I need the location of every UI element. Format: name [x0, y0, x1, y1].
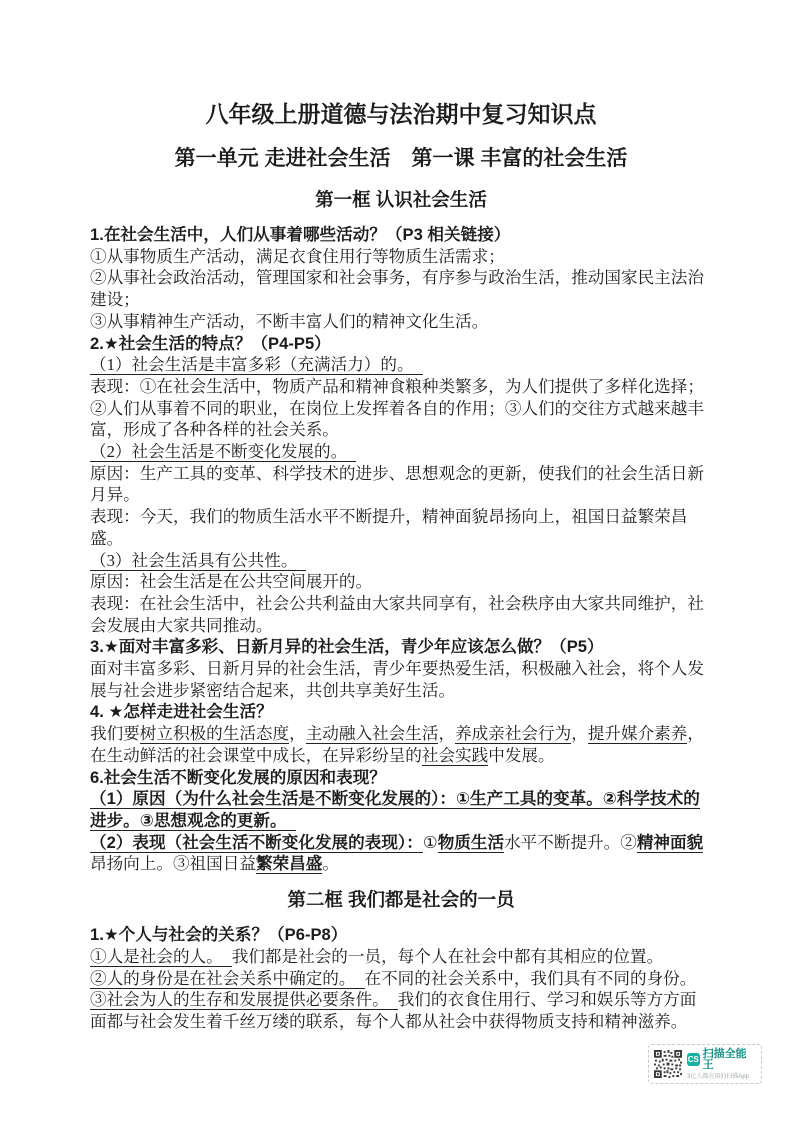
text-run: 养成亲社会行为 [455, 724, 572, 744]
text-run: （2）表现（社会生活不断变化发展的表现）： [90, 832, 423, 852]
unit-heading [90, 146, 712, 172]
f2q1-point3 [90, 989, 712, 1032]
q2-sub3-cause [90, 571, 712, 593]
text-run: 在不同的社会关系中，我们具有不同的身份。 [364, 968, 697, 988]
text-run: 第一框 认识社会生活 [315, 189, 487, 210]
text-run: ③社会为人的生存和发展提供必要条件。 [90, 990, 398, 1010]
text-run: 我们都是社会的一员，每个人在社会中都有其相应的位置。 [231, 946, 664, 966]
text-run: 社会实践 [421, 745, 489, 765]
text-run: 原因：生产工具的变革、科学技术的进步、思想观念的更新，使我们的社会生活日新月异。 [90, 463, 704, 505]
q2-heading [90, 333, 712, 355]
text-run: ②人的身份是在社会关系中确定的。 [90, 969, 365, 989]
text-run: 八年级上册道德与法治期中复习知识点 [205, 101, 597, 127]
text-run: 提升媒介素养 [587, 724, 688, 744]
q2-sub3-heading [90, 550, 712, 572]
text-run: 。 [322, 854, 339, 874]
scanner-watermark [648, 1044, 762, 1084]
text-run: ① [422, 832, 438, 852]
text-run: 2.★社会生活的特点？（P4-P5） [90, 333, 331, 353]
text-run: 繁荣昌盛 [255, 854, 323, 874]
q3-heading [90, 636, 712, 658]
text-run: 水平不断提升。② [504, 832, 637, 852]
q6-heading [90, 767, 712, 789]
text-run: 表现：今天，我们的物质生活水平不断提升，精神面貌昂扬向上，祖国日益繁荣昌盛。 [90, 507, 688, 548]
text-run: 第二框 我们都是社会的一员 [287, 889, 515, 911]
text-run: 表现：在社会生活中，社会公共利益由大家共同享有，社会秩序由大家共同维护，社会发展由大家共同推动。 [90, 593, 704, 635]
text-run: 昂扬向上。③祖国日益 [90, 854, 256, 874]
q2-sub1-detail [90, 376, 712, 441]
q2-sub2-cause [90, 463, 712, 506]
f2q1-point2 [90, 968, 712, 990]
q2-sub2-heading [90, 441, 712, 463]
q2-sub3-detail [90, 593, 712, 636]
text-run: （3）社会生活具有公共性。 [90, 551, 306, 571]
text-run: 表现：①在社会生活中，物质产品和精神食粮种类繁多，为人们提供了多样化选择；②人们从事着不同的职业，在岗位上发挥着各自的作用；③人们的交往方式越来越丰富，形成了各种各样的社会关系。 [90, 376, 704, 440]
text-run: （2）社会生活是不断变化发展的。 [90, 442, 356, 462]
text-run: ， [571, 724, 588, 744]
watermark-brand-name: 扫描全能王 [702, 1047, 747, 1071]
text-run: 树立积极的生活态度 [139, 724, 290, 744]
text-run: 我们的衣食住用行、学习和娱乐等方方面面都与社会发生着千丝万缕的联系，每个人都从社会中获得物质支持和精神滋养。 [90, 990, 697, 1031]
q2-sub1-heading [90, 354, 712, 376]
frame2-heading [90, 888, 712, 912]
q6-cause [90, 788, 712, 831]
q4-heading [90, 701, 712, 723]
q3-answer [90, 658, 712, 701]
text-run: ， [289, 724, 306, 744]
frame1-heading [90, 188, 712, 212]
text-run: 原因：社会生活是在公共空间展开的。 [90, 572, 373, 592]
text-run: （1）原因（为什么社会生活是不断变化发展的）：①生产工具的变革。②科学技术的进步。③思想观念的更新。 [90, 789, 700, 830]
watermark-tagline: 3亿人都在用的扫描App [687, 1073, 750, 1080]
text-run: ③从事精神生产活动，不断丰富人们的精神文化生活。 [90, 311, 489, 331]
q6-detail [90, 832, 712, 875]
camscanner-logo-icon: CS [687, 1053, 700, 1066]
doc-title [90, 100, 712, 128]
text-run: ①人是社会的人。 [90, 947, 232, 967]
q1-point2 [90, 267, 712, 310]
f2q1-point1 [90, 946, 712, 968]
watermark-text-group [687, 1049, 756, 1080]
text-run: 1.在社会生活中，人们从事着哪些活动？（P3 相关链接） [90, 225, 511, 244]
q1-heading [90, 224, 712, 246]
text-run: ①从事物质生产活动，满足衣食住用行等物质生活需求； [90, 246, 505, 266]
text-run: 面对丰富多彩、日新月异的社会生活，青少年要热爱生活，积极融入社会，将个人发展与社会进步紧密结合起来，共创共享美好生活。 [90, 659, 704, 700]
text-run: 第一单元 走进社会生活 第一课 丰富的社会生活 [174, 147, 628, 170]
text-run: ，在生动鲜活的社会课堂中成长，在异彩纷呈的 [90, 724, 704, 765]
q4-answer [90, 723, 712, 766]
qr-code-icon [654, 1050, 682, 1078]
text-run: ②从事社会政治活动，管理国家和社会事务，有序参与政治生活，推动国家民主法治建设； [90, 268, 704, 310]
text-run: 1.★个人与社会的关系？（P6-P8） [90, 925, 348, 945]
q1-point3 [90, 311, 712, 333]
q2-sub2-detail [90, 506, 712, 549]
text-run: （1）社会生活是丰富多彩（充满活力）的。 [90, 355, 423, 375]
text-run: 我们要 [90, 724, 140, 744]
text-run: ， [438, 724, 456, 744]
text-run: 物质生活 [437, 832, 505, 852]
text-run: 中发展。 [488, 745, 555, 765]
text-run: 6.社会生活不断变化发展的原因和表现？ [90, 767, 386, 787]
document-body [90, 100, 712, 1033]
text-run: 精神面貌 [636, 832, 704, 852]
text-run: 主动融入社会生活 [305, 724, 439, 744]
text-run: 4. ★怎样走进社会生活？ [90, 702, 273, 722]
f2q1-heading [90, 924, 712, 946]
q1-point1 [90, 246, 712, 268]
text-run: 3.★面对丰富多彩、日新月异的社会生活，青少年应该怎么做？（P5） [90, 637, 604, 657]
